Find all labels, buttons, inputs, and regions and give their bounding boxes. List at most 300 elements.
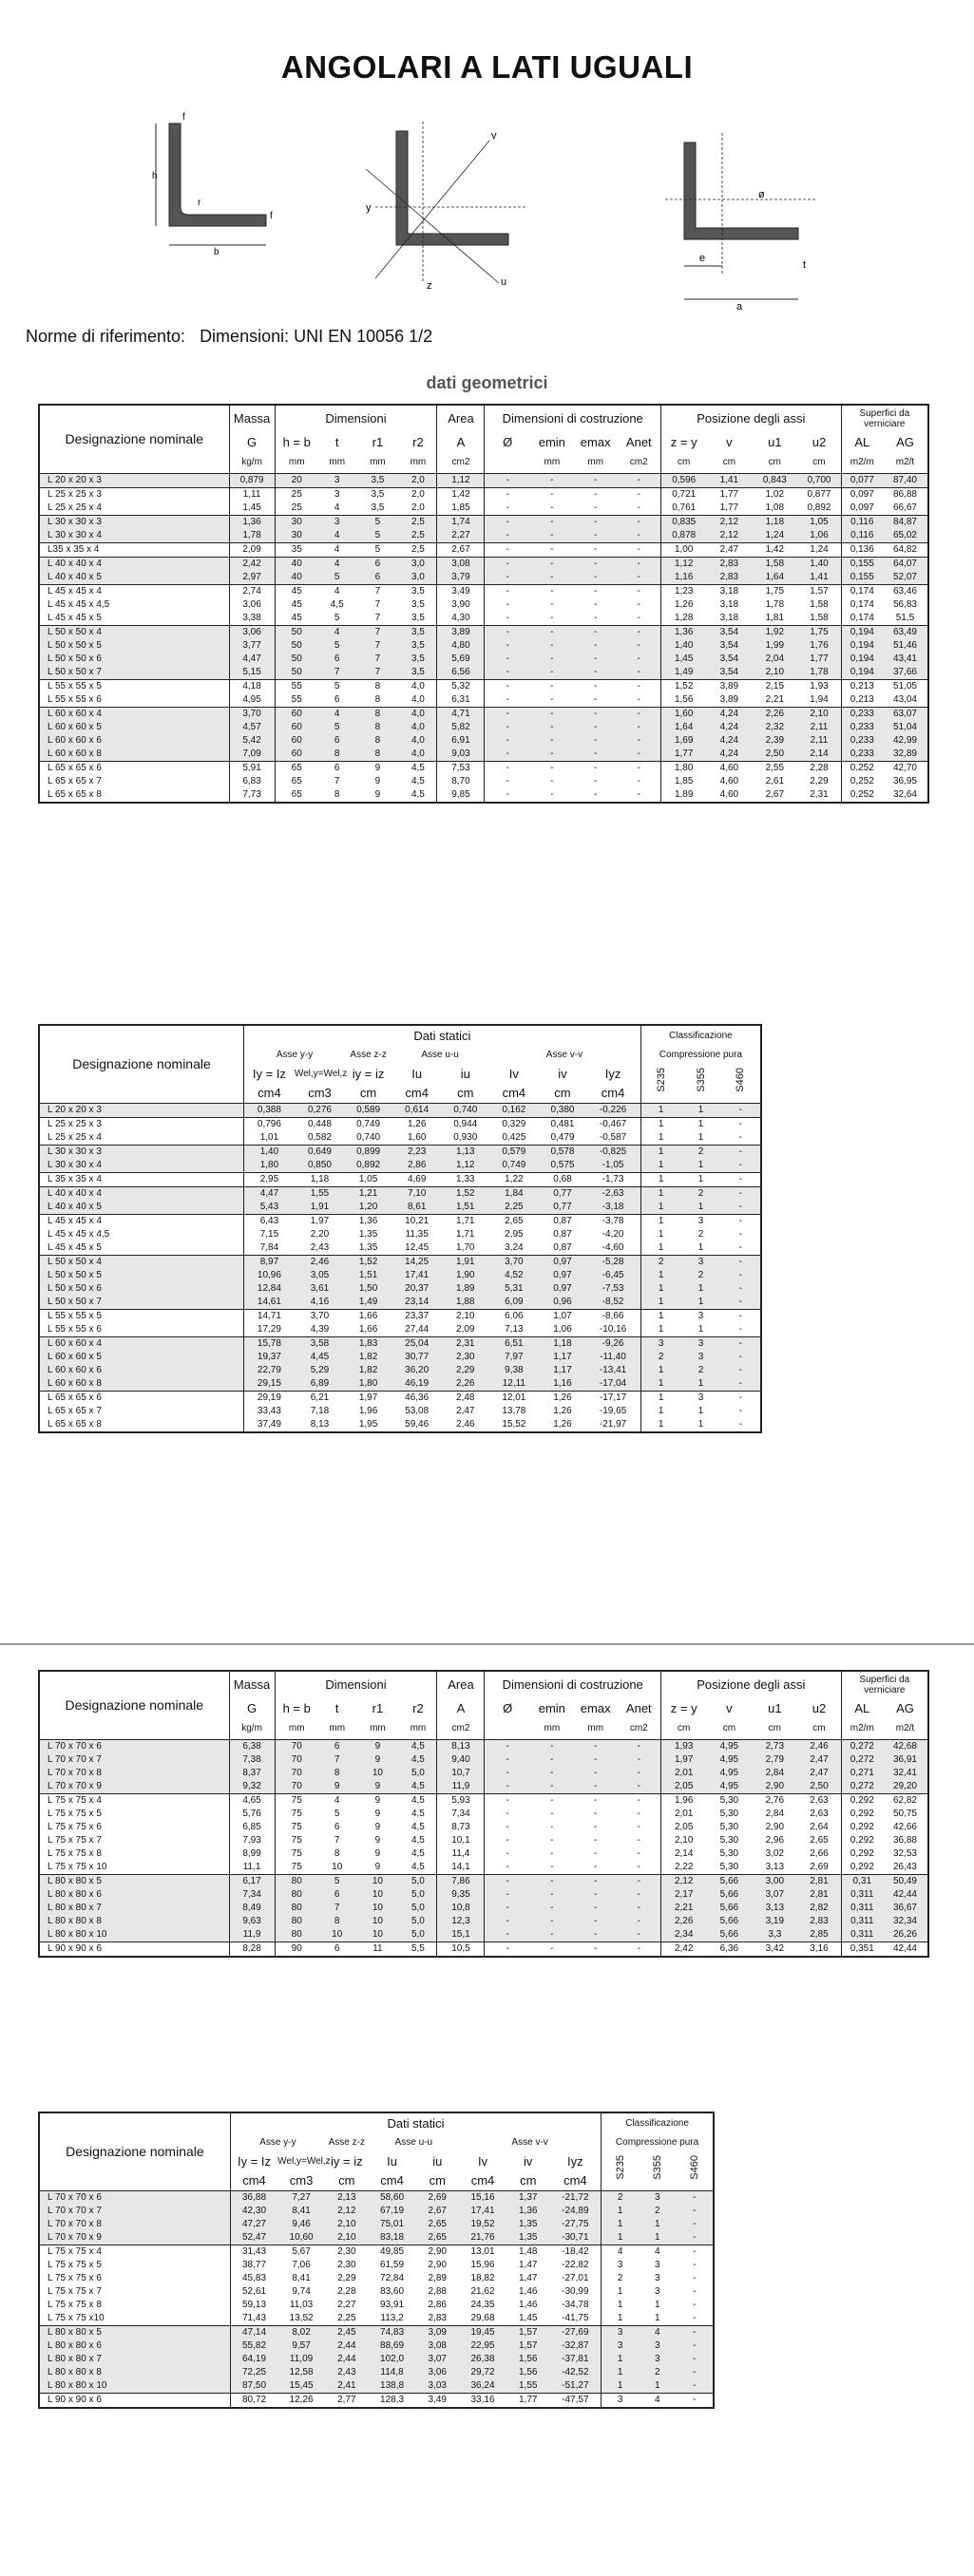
table-row xyxy=(39,502,928,516)
table-cell: 6,83 xyxy=(229,775,275,788)
table-cell: - xyxy=(574,487,618,502)
table-cell: 1,42 xyxy=(752,542,797,557)
table-row xyxy=(39,2299,714,2312)
table-cell: 7,86 xyxy=(437,1874,485,1888)
table-row xyxy=(39,639,928,653)
table-cell: - xyxy=(594,694,598,705)
section-figure-1 xyxy=(152,112,323,255)
stat-header-asse-vv-2: Asse v-v xyxy=(511,2136,548,2148)
table-cell: 0,796 xyxy=(244,1117,295,1131)
row-designation: L 80 x 80 x 5 xyxy=(39,1874,229,1888)
table-cell: 0,892 xyxy=(807,502,831,513)
table-cell: 3 xyxy=(602,2325,639,2339)
table-cell: - xyxy=(530,542,574,557)
table-cell: 113,2 xyxy=(380,2313,404,2323)
table-cell: 3,19 xyxy=(752,1915,797,1928)
table-cell: 8,49 xyxy=(229,1902,275,1915)
table-cell: - xyxy=(530,639,574,653)
table-cell: - xyxy=(594,1848,598,1859)
row-designation: L 50 x 50 x 6 xyxy=(39,1282,244,1296)
table-cell: 21,62 xyxy=(470,2286,495,2297)
table-cell: 4,95 xyxy=(229,693,275,708)
table-cell: 2,63 xyxy=(810,1809,829,1819)
static-table-2-body xyxy=(39,2190,714,2408)
table-cell: 3 xyxy=(680,1255,720,1269)
table-cell: 7 xyxy=(356,625,400,639)
table-cell: 1 xyxy=(640,1201,680,1215)
table-cell: 17,41 xyxy=(392,1269,442,1282)
table-cell: - xyxy=(721,1159,761,1173)
table-cell: 0,097 xyxy=(841,487,883,502)
table-cell: - xyxy=(574,1874,618,1888)
table-cell: 72,84 xyxy=(380,2273,405,2283)
table-cell: - xyxy=(677,2231,715,2245)
table-cell: 1,77 xyxy=(719,502,739,513)
header-zy: z = y xyxy=(660,431,706,452)
table-cell: 51,46 xyxy=(883,639,928,653)
table-cell: 6,51 xyxy=(488,1336,539,1351)
table-row xyxy=(39,487,928,502)
table-cell: - xyxy=(485,487,530,502)
table-cell: 64,82 xyxy=(883,542,928,557)
table-cell: 1,69 xyxy=(660,734,706,748)
stat-header-iy: Iy = Iz xyxy=(244,1063,295,1084)
header-dimensioni: Dimensioni xyxy=(275,405,437,431)
table-cell: 51,5 xyxy=(895,613,915,623)
table-cell: 30 xyxy=(275,529,318,543)
table-cell: 0,579 xyxy=(488,1145,539,1159)
table-cell: 1 xyxy=(602,2379,639,2394)
row-designation: L35 x 35 x 4 xyxy=(39,542,229,557)
table-cell: 1,12 xyxy=(437,473,485,487)
table-cell: 40 xyxy=(275,571,318,585)
table-cell: - xyxy=(530,473,574,487)
table-cell: - xyxy=(530,761,574,775)
static-table-1 xyxy=(38,1024,762,1433)
table-row xyxy=(39,2245,714,2259)
table-cell: - xyxy=(677,2393,715,2408)
table-row xyxy=(39,1753,928,1767)
table-cell: - xyxy=(530,1753,574,1767)
geometric-table-2-header xyxy=(39,1671,928,1739)
table-cell: 8,02 xyxy=(277,2325,325,2339)
table-cell: 36,67 xyxy=(883,1902,928,1915)
table-cell: 26,26 xyxy=(883,1928,928,1942)
header-oslash: Ø xyxy=(485,431,530,452)
table-cell: 1,18 xyxy=(752,515,797,529)
table-cell: 1 xyxy=(697,1132,704,1143)
table-cell: 0,97 xyxy=(540,1255,586,1269)
table-cell: 20,37 xyxy=(392,1282,442,1296)
table-cell: 3,5 xyxy=(411,613,425,623)
table-cell: 45 xyxy=(275,584,318,598)
table-row xyxy=(39,748,928,762)
table-cell: 4,0 xyxy=(399,721,437,734)
row-designation: L 75 x 75 x 6 xyxy=(48,1822,102,1832)
unit-a-2: cm2 xyxy=(437,1718,485,1739)
table-cell: 52,47 xyxy=(230,2231,277,2245)
row-designation: L 60 x 60 x 4 xyxy=(39,707,229,721)
table-cell: - xyxy=(721,1117,761,1131)
table-cell: 1 xyxy=(680,1159,720,1173)
table-cell: 0,155 xyxy=(841,571,883,585)
table-cell: 1,55 xyxy=(506,2379,550,2394)
table-cell: 0,252 xyxy=(841,775,883,788)
table-cell: - xyxy=(618,529,661,543)
table-cell: - xyxy=(721,1377,761,1392)
table-cell: 1,26 xyxy=(392,1117,442,1131)
table-cell: -17,17 xyxy=(585,1391,640,1405)
table-cell: 3,70 xyxy=(229,707,275,721)
table-row xyxy=(39,1159,761,1173)
table-cell: 5,30 xyxy=(719,1862,739,1872)
table-cell: 6,89 xyxy=(295,1377,345,1392)
table-cell: - xyxy=(485,679,530,693)
stat-unit-iur-2: cm xyxy=(429,2173,446,2188)
row-designation: L 30 x 30 x 3 xyxy=(39,515,229,529)
table-cell: - xyxy=(677,2205,715,2218)
table-cell: - xyxy=(693,2300,697,2310)
table-cell: 11,09 xyxy=(277,2353,325,2366)
stat-unit-iu: cm4 xyxy=(405,1086,429,1101)
table-cell: 0,77 xyxy=(540,1186,586,1201)
row-designation: L 70 x 70 x 7 xyxy=(39,2205,230,2218)
table-cell: - xyxy=(594,789,598,800)
table-cell: 5 xyxy=(356,529,400,543)
unit-oslash xyxy=(485,452,530,473)
unit-u2-2: cm xyxy=(812,1723,826,1734)
table-row xyxy=(39,1780,928,1794)
table-cell: 1 xyxy=(602,2285,639,2299)
table-cell: 2,10 xyxy=(325,2218,369,2231)
unit-oslash-2 xyxy=(485,1718,530,1739)
table-cell: - xyxy=(693,2286,697,2297)
table-cell: - xyxy=(530,625,574,639)
table-cell: 2,31 xyxy=(442,1336,488,1351)
table-cell: 1,97 xyxy=(345,1391,392,1405)
table-cell: - xyxy=(485,1808,530,1821)
table-cell: 3,06 xyxy=(415,2366,459,2379)
table-row xyxy=(39,2393,714,2408)
table-cell: 1,36 xyxy=(506,2205,550,2218)
table-cell: 1,07 xyxy=(540,1309,586,1323)
unit-u1: cm xyxy=(768,457,781,468)
table-cell: - xyxy=(618,1739,661,1753)
table-cell: 11,35 xyxy=(405,1229,429,1240)
table-cell: - xyxy=(485,748,530,762)
table-cell: - xyxy=(618,679,661,693)
table-cell: 3 xyxy=(680,1336,720,1351)
unit-u1-2: cm xyxy=(768,1723,781,1734)
table-cell: 58,60 xyxy=(369,2190,416,2205)
unit-emin-2: mm xyxy=(544,1723,561,1734)
table-cell: - xyxy=(738,1132,742,1143)
table-cell: 9 xyxy=(356,1780,400,1794)
table-cell: 80 xyxy=(275,1915,318,1928)
table-cell: - xyxy=(637,694,640,705)
table-cell: - xyxy=(574,1888,618,1902)
table-cell: - xyxy=(485,1793,530,1808)
table-cell: 6 xyxy=(318,1888,356,1902)
table-cell: 90 xyxy=(275,1941,318,1957)
table-cell: 0,311 xyxy=(841,1915,883,1928)
table-cell: 1,77 xyxy=(506,2393,550,2408)
table-cell: 2,84 xyxy=(765,1809,785,1819)
table-cell: 3,77 xyxy=(229,639,275,653)
table-cell: 7,18 xyxy=(310,1406,330,1416)
table-cell: -6,45 xyxy=(585,1269,640,1282)
table-cell: - xyxy=(693,2260,697,2270)
table-cell: 3,3 xyxy=(752,1928,797,1942)
stat-unit-ivr-2: cm xyxy=(520,2173,537,2188)
table-cell: - xyxy=(550,502,554,513)
table-cell: - xyxy=(574,734,618,748)
table-cell: -18,42 xyxy=(550,2245,602,2259)
table-cell: 12,11 xyxy=(488,1377,539,1392)
table-cell: - xyxy=(485,707,530,721)
table-cell: 88,69 xyxy=(369,2339,416,2353)
table-row xyxy=(39,1808,928,1821)
table-cell: 2,82 xyxy=(797,1902,841,1915)
table-cell: 2,30 xyxy=(442,1351,488,1364)
table-cell: 2,83 xyxy=(706,557,752,571)
section-figure-3 xyxy=(608,123,827,313)
table-row xyxy=(39,1323,761,1337)
table-row xyxy=(39,1928,928,1942)
table-cell: 2,50 xyxy=(797,1780,841,1794)
table-cell: 80 xyxy=(275,1928,318,1942)
table-cell: 1,33 xyxy=(442,1172,488,1186)
table-cell: 20 xyxy=(275,473,318,487)
table-row xyxy=(39,734,928,748)
table-cell: - xyxy=(530,1793,574,1808)
stat-header-ivr-2: iv xyxy=(524,2153,533,2169)
fig3-label-e: e xyxy=(699,253,706,264)
table-cell: 12,58 xyxy=(277,2366,325,2379)
table-row xyxy=(39,1405,761,1418)
table-cell: 2,65 xyxy=(810,1835,829,1846)
table-cell: 1,52 xyxy=(442,1186,488,1201)
row-designation: L 60 x 60 x 4 xyxy=(39,1336,244,1351)
table-cell: 80 xyxy=(275,1888,318,1902)
section-title: dati geometrici xyxy=(426,373,548,392)
table-cell: 8,37 xyxy=(229,1767,275,1780)
table-cell: 5,43 xyxy=(244,1201,295,1215)
row-designation: L 45 x 45 x 4,5 xyxy=(48,1229,110,1240)
header-al: AL xyxy=(841,431,883,452)
table-cell: 4,95 xyxy=(706,1767,752,1780)
table-cell: 1,97 xyxy=(660,1753,706,1767)
table-cell: 50 xyxy=(275,639,318,653)
table-cell: 5,0 xyxy=(399,1928,437,1942)
stat-header-iv: Iv xyxy=(508,1066,519,1081)
table-cell: - xyxy=(677,2190,715,2205)
table-cell: 2,83 xyxy=(428,2313,447,2323)
table-cell: 1,18 xyxy=(540,1336,586,1351)
table-cell: 1,40 xyxy=(244,1145,295,1159)
stat-header-class: Classificazione xyxy=(640,1025,761,1046)
table-cell: 4 xyxy=(639,2325,676,2339)
table-cell: 3,08 xyxy=(415,2339,459,2353)
table-cell: 6 xyxy=(334,694,340,705)
table-row xyxy=(39,693,928,708)
table-cell: 30 xyxy=(275,515,318,529)
table-cell: 56,83 xyxy=(892,599,917,610)
row-designation: L 50 x 50 x 4 xyxy=(39,625,229,639)
table-cell: 4,5 xyxy=(399,1780,437,1794)
table-row xyxy=(39,1941,928,1957)
table-cell: 1 xyxy=(697,1406,704,1416)
table-cell: 102,0 xyxy=(369,2353,416,2366)
table-cell: - xyxy=(530,1888,574,1902)
table-cell: 1,40 xyxy=(797,557,841,571)
table-cell: 1,41 xyxy=(797,571,841,585)
table-cell: 0,351 xyxy=(841,1941,883,1957)
table-cell: 2 xyxy=(640,1255,680,1269)
table-row xyxy=(39,1874,928,1888)
table-cell: 0,311 xyxy=(841,1928,883,1942)
table-cell: 10 xyxy=(356,1902,400,1915)
table-cell: 2,04 xyxy=(752,653,797,666)
table-cell: 2,74 xyxy=(229,584,275,598)
table-cell: 4,0 xyxy=(399,679,437,693)
table-cell: 3 xyxy=(318,473,356,487)
table-cell: - xyxy=(618,707,661,721)
static-table-2 xyxy=(38,2112,715,2409)
table-cell: 2,47 xyxy=(797,1767,841,1780)
table-cell: 10,96 xyxy=(244,1269,295,1282)
table-cell: 6,43 xyxy=(244,1214,295,1228)
table-cell: - xyxy=(574,557,618,571)
table-cell: 2,64 xyxy=(810,1822,829,1832)
table-cell: - xyxy=(618,1753,661,1767)
table-cell: 1 xyxy=(640,1186,680,1201)
table-cell: 8,70 xyxy=(437,775,485,788)
table-cell: - xyxy=(485,666,530,680)
table-cell: 1 xyxy=(697,1419,704,1430)
table-cell: 15,52 xyxy=(502,1419,526,1430)
table-cell: 4,5 xyxy=(399,1753,437,1767)
table-cell: 4,57 xyxy=(229,721,275,734)
table-cell: 3,06 xyxy=(229,625,275,639)
table-cell: -42,52 xyxy=(550,2366,602,2379)
fig1-label-h: h xyxy=(152,171,158,181)
table-cell: - xyxy=(574,748,618,762)
table-cell: 2,25 xyxy=(488,1201,539,1215)
table-cell: - xyxy=(721,1391,761,1405)
table-cell: 0,749 xyxy=(345,1117,392,1131)
table-cell: 3 xyxy=(655,2260,660,2270)
header-emax-2: emax xyxy=(580,1700,611,1715)
table-cell: 8 xyxy=(374,694,381,705)
table-row xyxy=(39,679,928,693)
table-cell: 0,311 xyxy=(841,1888,883,1902)
table-cell: 9,40 xyxy=(437,1753,485,1767)
table-cell: 2,43 xyxy=(310,1242,330,1253)
table-cell: 2,47 xyxy=(706,542,752,557)
table-cell: 9 xyxy=(374,1835,381,1846)
table-cell: -51,27 xyxy=(550,2379,602,2394)
table-cell: 47,27 xyxy=(230,2218,277,2231)
table-cell: 4,5 xyxy=(330,599,344,610)
table-cell: -21,97 xyxy=(599,1419,627,1430)
header-r2: r2 xyxy=(412,434,424,449)
stat-header-iyr: iy = iz xyxy=(352,1066,385,1081)
table-cell: 5 xyxy=(318,721,356,734)
table-cell: 2 xyxy=(640,1351,680,1364)
table-cell: -0,467 xyxy=(585,1117,640,1131)
table-cell: 5,76 xyxy=(229,1808,275,1821)
table-cell: 70 xyxy=(275,1739,318,1753)
table-cell: 8 xyxy=(318,748,356,762)
table-cell: 1,23 xyxy=(660,584,706,598)
table-cell: 4,16 xyxy=(295,1296,345,1310)
table-cell: 61,59 xyxy=(380,2260,405,2270)
table-cell: 7 xyxy=(374,599,381,610)
table-cell: 3 xyxy=(602,2339,639,2353)
table-cell: 7 xyxy=(374,613,381,623)
table-cell: 36,88 xyxy=(230,2190,277,2205)
table-cell: 18,82 xyxy=(470,2273,495,2283)
table-cell: 2 xyxy=(680,1364,720,1377)
table-cell: -1,05 xyxy=(585,1159,640,1173)
table-cell: 2,0 xyxy=(399,487,437,502)
table-cell: 4,60 xyxy=(706,761,752,775)
table-cell: 0,749 xyxy=(488,1159,539,1173)
table-row xyxy=(39,557,928,571)
table-row xyxy=(39,653,928,666)
table-cell: 0,740 xyxy=(356,1132,381,1143)
row-designation: L 40 x 40 x 5 xyxy=(39,571,229,585)
table-cell: 5,66 xyxy=(706,1874,752,1888)
table-cell: 7,34 xyxy=(437,1808,485,1821)
table-cell: 1,21 xyxy=(345,1186,392,1201)
table-cell: - xyxy=(530,707,574,721)
row-designation: L 55 x 55 x 5 xyxy=(39,1309,244,1323)
table-cell: - xyxy=(574,721,618,734)
table-cell: 1 xyxy=(602,2231,639,2245)
table-cell: 1,26 xyxy=(540,1391,586,1405)
table-cell: 1,91 xyxy=(442,1255,488,1269)
table-cell: 2,22 xyxy=(660,1861,706,1875)
table-cell: 4,95 xyxy=(706,1753,752,1767)
table-cell: - xyxy=(594,502,598,513)
table-cell: - xyxy=(485,761,530,775)
table-cell: 60 xyxy=(275,707,318,721)
table-cell: 5,30 xyxy=(719,1809,739,1819)
header-r1: r1 xyxy=(372,434,384,449)
table-cell: 1,96 xyxy=(660,1793,706,1808)
table-cell: 9 xyxy=(356,761,400,775)
header-ag: AG xyxy=(896,434,914,449)
table-row xyxy=(39,2325,714,2339)
stat-header-iv-2: Iv xyxy=(477,2153,488,2169)
table-cell: - xyxy=(594,613,598,623)
header-r1-2: r1 xyxy=(372,1700,384,1715)
table-cell: 4,5 xyxy=(399,761,437,775)
table-cell: 1,58 xyxy=(810,599,829,610)
geometric-table-1 xyxy=(38,404,929,804)
table-cell: 49,85 xyxy=(369,2245,416,2259)
table-cell: 2,46 xyxy=(456,1419,475,1430)
table-cell: - xyxy=(721,1269,761,1282)
table-cell: 2,73 xyxy=(752,1739,797,1753)
table-row xyxy=(39,1269,761,1282)
table-cell: 35 xyxy=(275,542,318,557)
unit-u2: cm xyxy=(812,457,826,468)
table-cell: 9 xyxy=(356,1739,400,1753)
table-cell: 9 xyxy=(356,1793,400,1808)
